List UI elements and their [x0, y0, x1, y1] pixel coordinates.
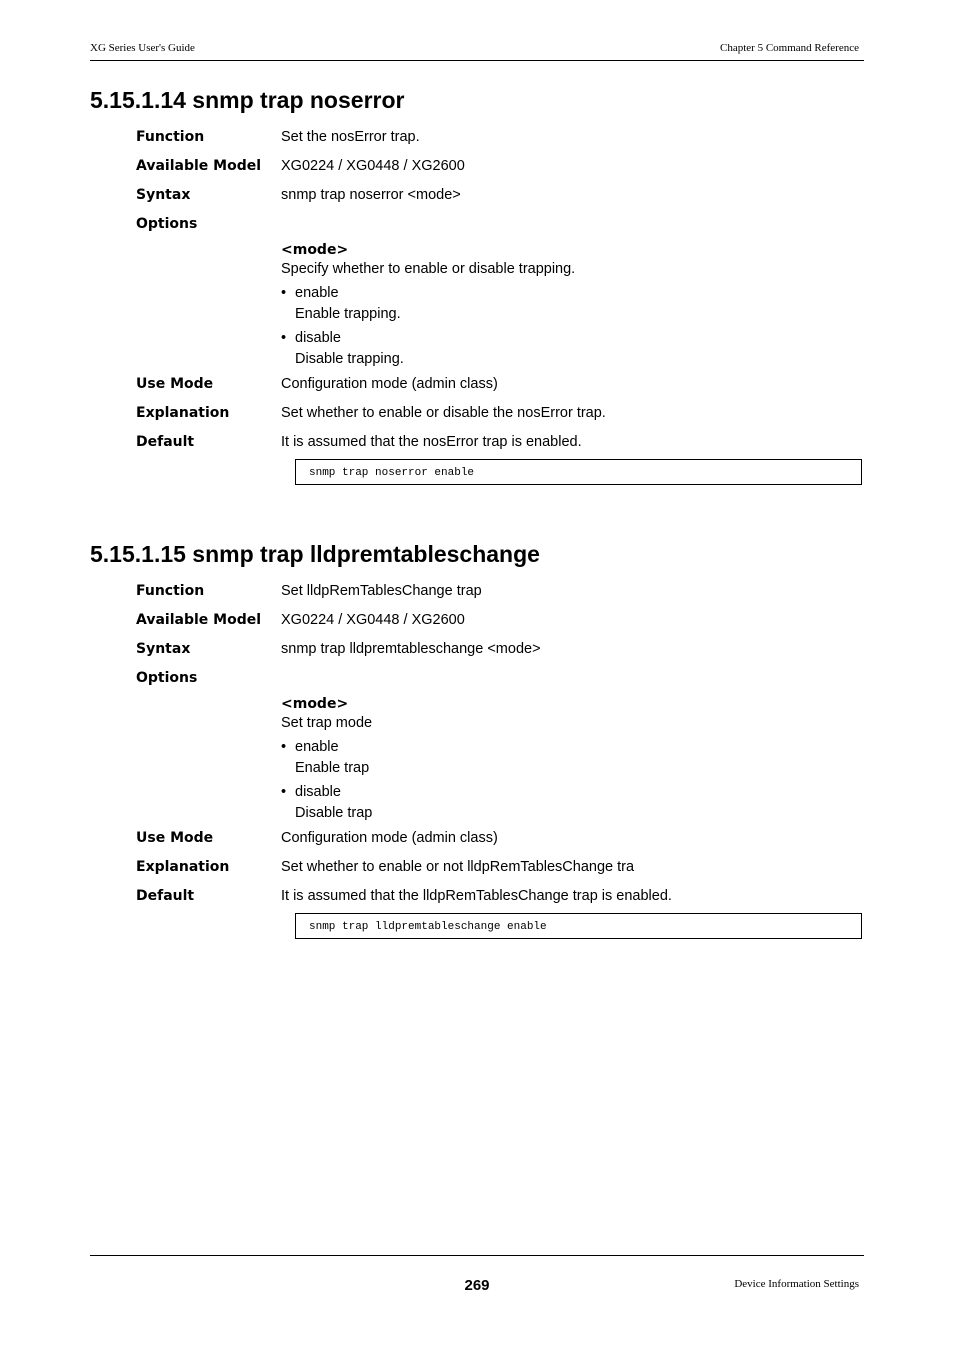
- section-snmp-trap-lldpremtableschange: [90, 540, 864, 939]
- bullet-icon: •: [281, 330, 287, 346]
- use-mode-row: [90, 377, 864, 406]
- function-label: Function: [136, 583, 205, 599]
- explanation-value: Set whether to enable or not lldpRemTablesChange tra: [281, 859, 635, 875]
- function-row: [90, 584, 864, 613]
- code-example: snmp trap noserror enable: [295, 459, 862, 485]
- options-block: [90, 242, 864, 370]
- syntax-row: [90, 188, 864, 217]
- explanation-value: Set whether to enable or disable the nosError trap.: [281, 405, 606, 421]
- option-description: Set trap mode: [281, 715, 373, 731]
- explanation-label: Explanation: [136, 405, 230, 421]
- header-divider: [90, 60, 864, 61]
- page-number: 269: [464, 1277, 490, 1294]
- choice-description: Disable trap: [295, 805, 373, 821]
- choice-name: disable: [295, 784, 341, 800]
- syntax-value: snmp trap noserror <mode>: [281, 187, 461, 203]
- available-model-row: [90, 613, 864, 642]
- option-description: Specify whether to enable or disable trapping.: [281, 261, 576, 277]
- available-model-label: Available Model: [136, 612, 262, 628]
- running-header-left: XG Series User's Guide: [90, 42, 195, 54]
- function-value: Set lldpRemTablesChange trap: [281, 583, 482, 599]
- available-model-row: [90, 159, 864, 188]
- choice-name: enable: [295, 285, 339, 301]
- default-label: Default: [136, 888, 195, 904]
- syntax-label: Syntax: [136, 187, 191, 203]
- syntax-label: Syntax: [136, 641, 191, 657]
- default-label: Default: [136, 434, 195, 450]
- section-title: 5.15.1.15 snmp trap lldpremtableschange: [90, 541, 540, 567]
- bullet-icon: •: [281, 285, 287, 301]
- available-model-value: XG0224 / XG0448 / XG2600: [281, 612, 465, 628]
- option-name: <mode>: [281, 696, 349, 712]
- running-footer-right: Device Information Settings: [734, 1278, 859, 1290]
- options-block: [90, 696, 864, 824]
- use-mode-label: Use Mode: [136, 376, 214, 392]
- function-value: Set the nosError trap.: [281, 129, 420, 145]
- choice-item: [281, 737, 864, 779]
- default-value: It is assumed that the lldpRemTablesChange trap is enabled.: [281, 888, 672, 904]
- use-mode-label: Use Mode: [136, 830, 214, 846]
- running-header-right: Chapter 5 Command Reference: [720, 42, 859, 54]
- section-title: 5.15.1.14 snmp trap noserror: [90, 87, 405, 113]
- use-mode-value: Configuration mode (admin class): [281, 830, 498, 846]
- choice-name: disable: [295, 330, 341, 346]
- section-snmp-trap-noserror: [90, 86, 864, 485]
- use-mode-row: [90, 831, 864, 860]
- choice-item: [281, 328, 864, 370]
- options-label: Options: [136, 216, 198, 232]
- bullet-icon: •: [281, 739, 287, 755]
- choice-description: Enable trap: [295, 760, 370, 776]
- footer-divider: [90, 1255, 864, 1256]
- choice-description: Disable trapping.: [295, 351, 404, 367]
- available-model-label: Available Model: [136, 158, 262, 174]
- default-value: It is assumed that the nosError trap is enabled.: [281, 434, 582, 450]
- choice-description: Enable trapping.: [295, 306, 401, 322]
- choice-item: [281, 283, 864, 325]
- code-example: snmp trap lldpremtableschange enable: [295, 913, 862, 939]
- use-mode-value: Configuration mode (admin class): [281, 376, 498, 392]
- explanation-row: [90, 860, 864, 889]
- choice-name: enable: [295, 739, 339, 755]
- syntax-value: snmp trap lldpremtableschange <mode>: [281, 641, 541, 657]
- explanation-row: [90, 406, 864, 435]
- option-name: <mode>: [281, 242, 349, 258]
- options-label: Options: [136, 670, 198, 686]
- choice-item: [281, 782, 864, 824]
- function-row: [90, 130, 864, 159]
- available-model-value: XG0224 / XG0448 / XG2600: [281, 158, 465, 174]
- function-label: Function: [136, 129, 205, 145]
- syntax-row: [90, 642, 864, 671]
- bullet-icon: •: [281, 784, 287, 800]
- explanation-label: Explanation: [136, 859, 230, 875]
